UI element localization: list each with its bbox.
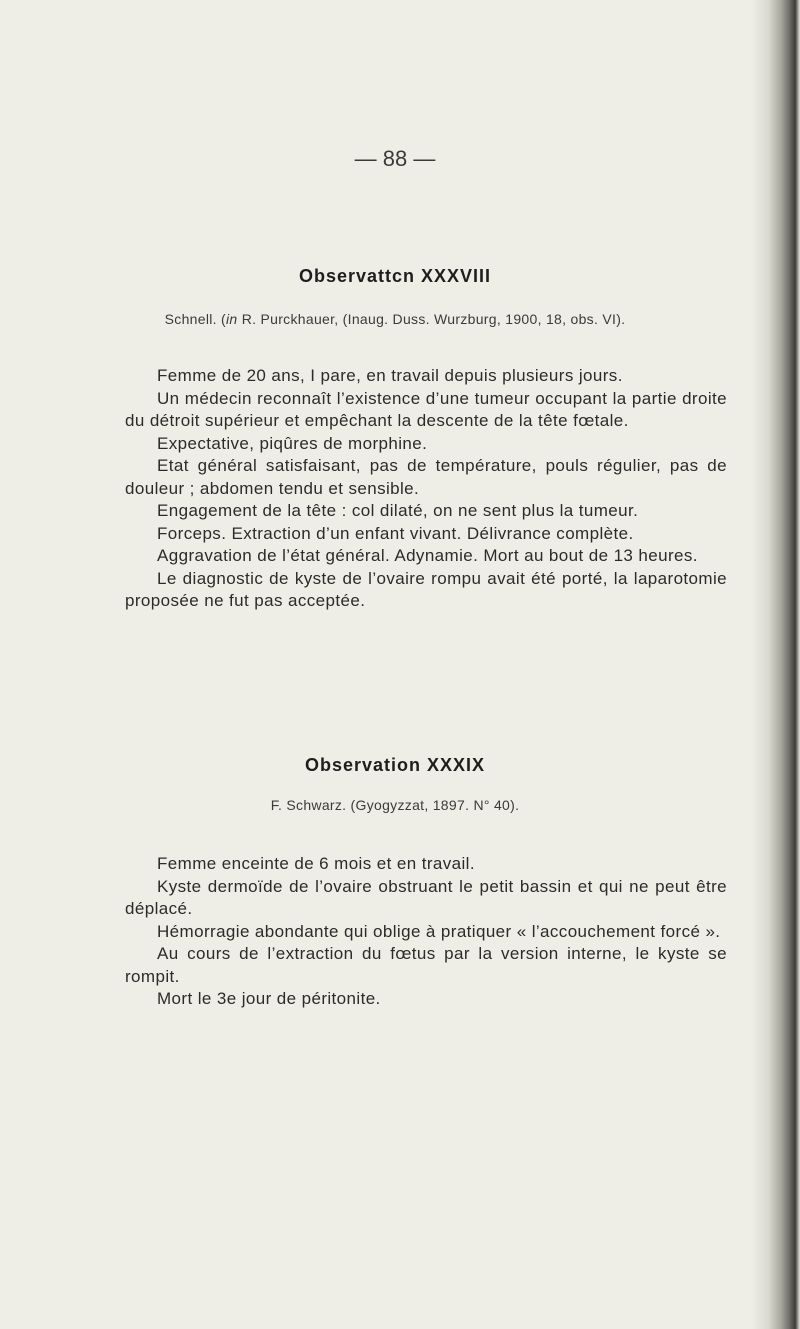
paragraph: Aggravation de l’état général. Adynamie. Mort au bout de 13 heures.: [157, 546, 698, 565]
paragraph: Etat général satisfaisant, pas de température, pouls régulier, pas de douleur ; abdomen tendu et sensible.: [125, 456, 727, 498]
book-binding-edge: [752, 0, 800, 1329]
paragraph: Femme enceinte de 6 mois et en travail.: [157, 854, 475, 873]
paragraph: Engagement de la tête : col dilaté, on ne sent plus la tumeur.: [157, 501, 639, 520]
paragraph: Au cours de l’extraction du fœtus par la version interne, le kyste se rompit.: [125, 944, 727, 986]
observation-38-body: [125, 365, 727, 613]
page-number: — 88 —: [354, 146, 436, 171]
observation-39-body: [125, 853, 727, 1011]
observation-39-source: F. Schwarz. (Gyogyzzat, 1897. N° 40).: [270, 797, 520, 813]
observation-38-title: Observattcn XXXVIII: [298, 266, 492, 286]
source-author: Schnell. (: [164, 311, 226, 327]
paragraph: Kyste dermoïde de l’ovaire obstruant le petit bassin et qui ne peut être déplacé.: [125, 876, 727, 918]
paragraph: Forceps. Extraction d’un enfant vivant. Délivrance complète.: [157, 523, 634, 543]
paragraph: Expectative, piqûres de morphine.: [157, 433, 428, 453]
paragraph: Le diagnostic de kyste de l’ovaire rompu avait été porté, la laparotomie proposée ne fut pas acceptée.: [125, 568, 727, 610]
paragraph: Hémorragie abondante qui oblige à pratiquer « l’accouchement forcé ».: [157, 921, 721, 941]
observation-38-source: [0, 311, 790, 327]
paragraph: Mort le 3e jour de péritonite.: [157, 989, 381, 1008]
source-in: in: [226, 311, 238, 327]
observation-39-title: Observation XXXIX: [304, 755, 486, 775]
source-reference: R. Purckhauer, (Inaug. Duss. Wurzburg, 1900, 18, obs. VI).: [237, 311, 626, 327]
paragraph: Femme de 20 ans, I pare, en travail depuis plusieurs jours.: [157, 366, 623, 385]
paragraph: Un médecin reconnaît l’existence d’une tumeur occupant la partie droite du détroit supérieur et empêchant la descente de la tête fœtale.: [125, 388, 727, 430]
